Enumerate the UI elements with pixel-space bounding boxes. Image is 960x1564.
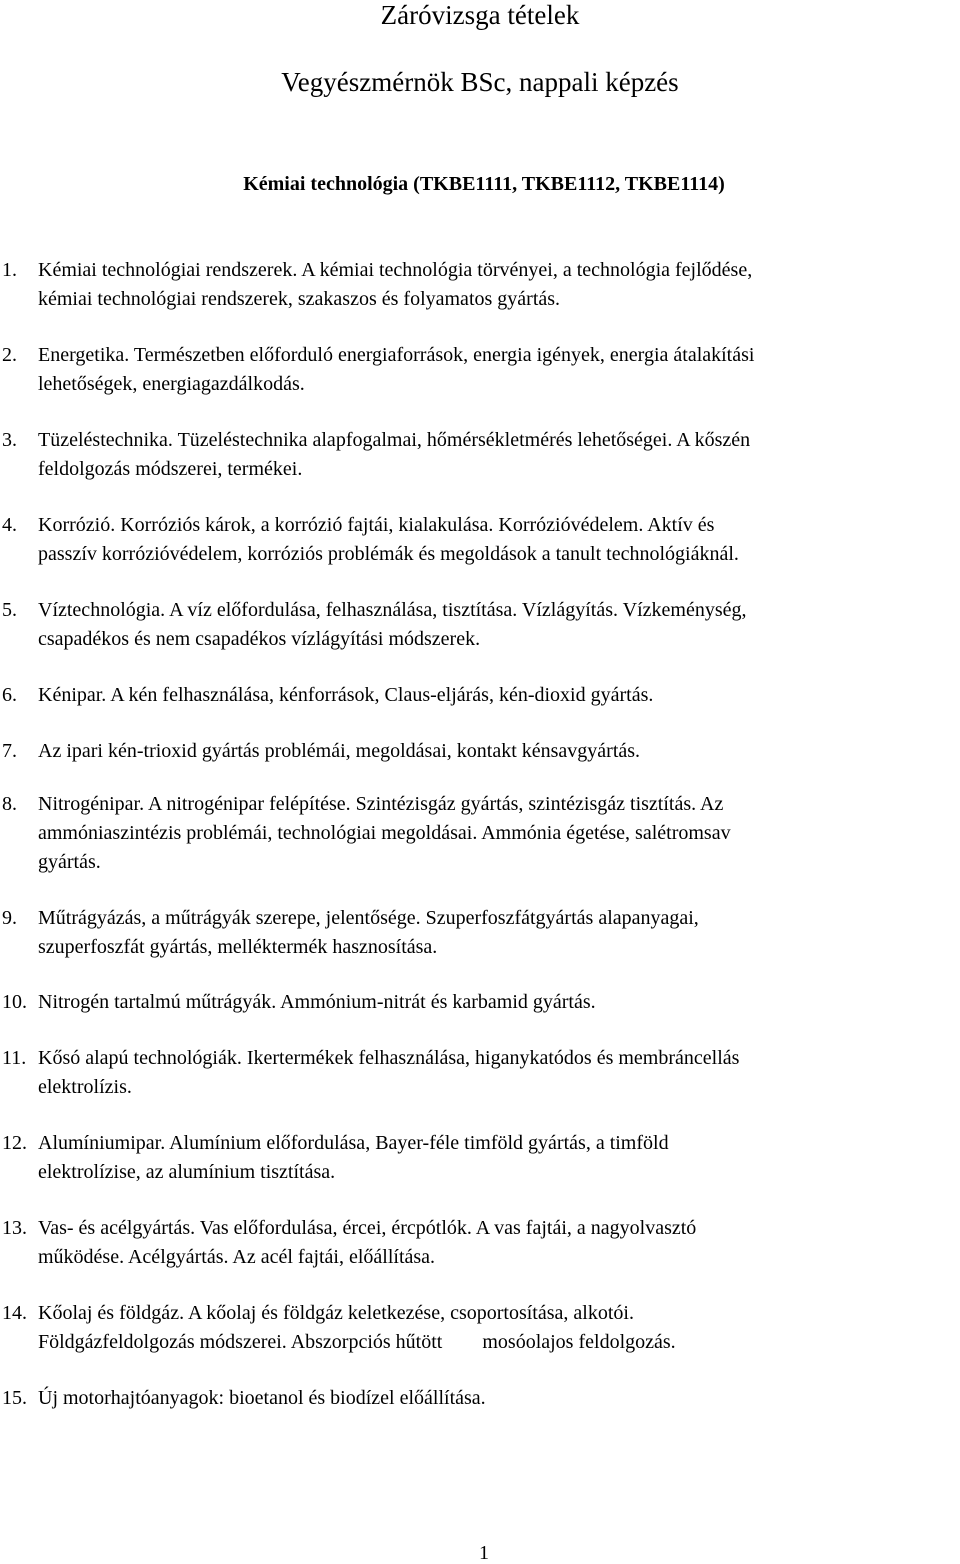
topic-line: ammóniaszintézis problémái, technológiai megoldásai. Ammónia égetése, salétromsav bbox=[38, 822, 731, 844]
topic-text bbox=[38, 511, 958, 569]
page-title: Záróvizsga tételek bbox=[380, 0, 580, 30]
topic-number: 2. bbox=[2, 344, 17, 366]
topic-line: kémiai technológiai rendszerek, szakaszos és folyamatos gyártás. bbox=[38, 288, 561, 310]
topic-text bbox=[38, 737, 958, 766]
topic-line: működése. Acélgyártás. Az acél fajtái, előállítása. bbox=[38, 1246, 436, 1268]
topic-line: elektrolízise, az alumínium tisztítása. bbox=[38, 1161, 336, 1183]
topic-number: 10. bbox=[2, 991, 27, 1013]
topic-line: feldolgozás módszerei, termékei. bbox=[38, 458, 303, 480]
topic-line: Vas- és acélgyártás. Vas előfordulása, ércei, ércpótlók. A vas fajtái, a nagyolvasztó bbox=[38, 1217, 697, 1239]
topic-line: elektrolízis. bbox=[38, 1076, 132, 1098]
topic-number: 4. bbox=[2, 514, 17, 536]
page-subtitle: Vegyészmérnök BSc, nappali képzés bbox=[281, 67, 679, 97]
topic-text bbox=[38, 341, 958, 399]
topic-text bbox=[38, 1044, 958, 1102]
topic-line: Kősó alapú technológiák. Ikertermékek felhasználása, higanykatódos és membráncellás bbox=[38, 1047, 740, 1069]
topic-number: 13. bbox=[2, 1217, 27, 1239]
topic-line: Kémiai technológiai rendszerek. A kémiai technológia törvényei, a technológia fejlődése, bbox=[38, 259, 753, 281]
topic-text bbox=[38, 904, 958, 962]
topic-line: Víztechnológia. A víz előfordulása, felhasználása, tisztítása. Vízlágyítás. Vízkeménység, bbox=[38, 599, 747, 621]
topic-line: Kőolaj és földgáz. A kőolaj és földgáz keletkezése, csoportosítása, alkotói. bbox=[38, 1302, 634, 1324]
topic-line: gyártás. bbox=[38, 851, 101, 873]
topic-line: passzív korrózióvédelem, korróziós problémák és megoldások a tanult technológiáknál. bbox=[38, 543, 739, 565]
course-heading: Kémiai technológia (TKBE1111, TKBE1112, TKBE1114) bbox=[243, 173, 725, 195]
topic-line: Nitrogénipar. A nitrogénipar felépítése. Szintézisgáz gyártás, szintézisgáz tisztítás. Az bbox=[38, 793, 724, 815]
topic-number: 6. bbox=[2, 684, 17, 706]
topic-number: 14. bbox=[2, 1302, 27, 1324]
topic-line: Nitrogén tartalmú műtrágyák. Ammónium-nitrát és karbamid gyártás. bbox=[38, 991, 596, 1013]
topic-text bbox=[38, 681, 958, 710]
topic-line: Korrózió. Korróziós károk, a korrózió fajtái, kialakulása. Korrózióvédelem. Aktív és bbox=[38, 514, 715, 536]
topic-text bbox=[38, 1384, 958, 1413]
topic-number: 7. bbox=[2, 740, 17, 762]
topic-number: 12. bbox=[2, 1132, 27, 1154]
page-number: 1 bbox=[479, 1542, 489, 1564]
topic-line: Energetika. Természetben előforduló energiaforrások, energia igények, energia átalakítási bbox=[38, 344, 755, 366]
topic-text bbox=[38, 988, 958, 1017]
topic-number: 1. bbox=[2, 259, 17, 281]
topic-line: Kénipar. A kén felhasználása, kénforrások, Claus-eljárás, kén-dioxid gyártás. bbox=[38, 684, 654, 706]
topic-line: Új motorhajtóanyagok: bioetanol és biodízel előállítása. bbox=[38, 1387, 486, 1409]
topic-line: Földgázfeldolgozás módszerei. Abszorpciós hűtött mosóolajos feldolgozás. bbox=[38, 1331, 676, 1353]
topic-line: szuperfoszfát gyártás, melléktermék hasznosítása. bbox=[38, 936, 438, 958]
topic-text bbox=[38, 256, 958, 314]
topic-text bbox=[38, 790, 958, 877]
topic-number: 9. bbox=[2, 907, 17, 929]
topic-number: 8. bbox=[2, 793, 17, 815]
topic-line: Műtrágyázás, a műtrágyák szerepe, jelentősége. Szuperfoszfátgyártás alapanyagai, bbox=[38, 907, 699, 929]
topic-line: Tüzeléstechnika. Tüzeléstechnika alapfogalmai, hőmérsékletmérés lehetőségei. A kőszén bbox=[38, 429, 751, 451]
topic-text bbox=[38, 1214, 958, 1272]
topic-number: 3. bbox=[2, 429, 17, 451]
topic-text bbox=[38, 596, 958, 654]
topic-line: csapadékos és nem csapadékos vízlágyítási módszerek. bbox=[38, 628, 481, 650]
topic-line: Az ipari kén-trioxid gyártás problémái, megoldásai, kontakt kénsavgyártás. bbox=[38, 740, 641, 762]
topic-text bbox=[38, 426, 958, 484]
topic-line: Alumíniumipar. Alumínium előfordulása, Bayer-féle timföld gyártás, a timföld bbox=[38, 1132, 669, 1154]
topic-text bbox=[38, 1299, 958, 1357]
topic-number: 5. bbox=[2, 599, 17, 621]
topic-line: lehetőségek, energiagazdálkodás. bbox=[38, 373, 305, 395]
topic-text bbox=[38, 1129, 958, 1187]
topic-number: 15. bbox=[2, 1387, 27, 1409]
topic-number: 11. bbox=[2, 1047, 27, 1069]
